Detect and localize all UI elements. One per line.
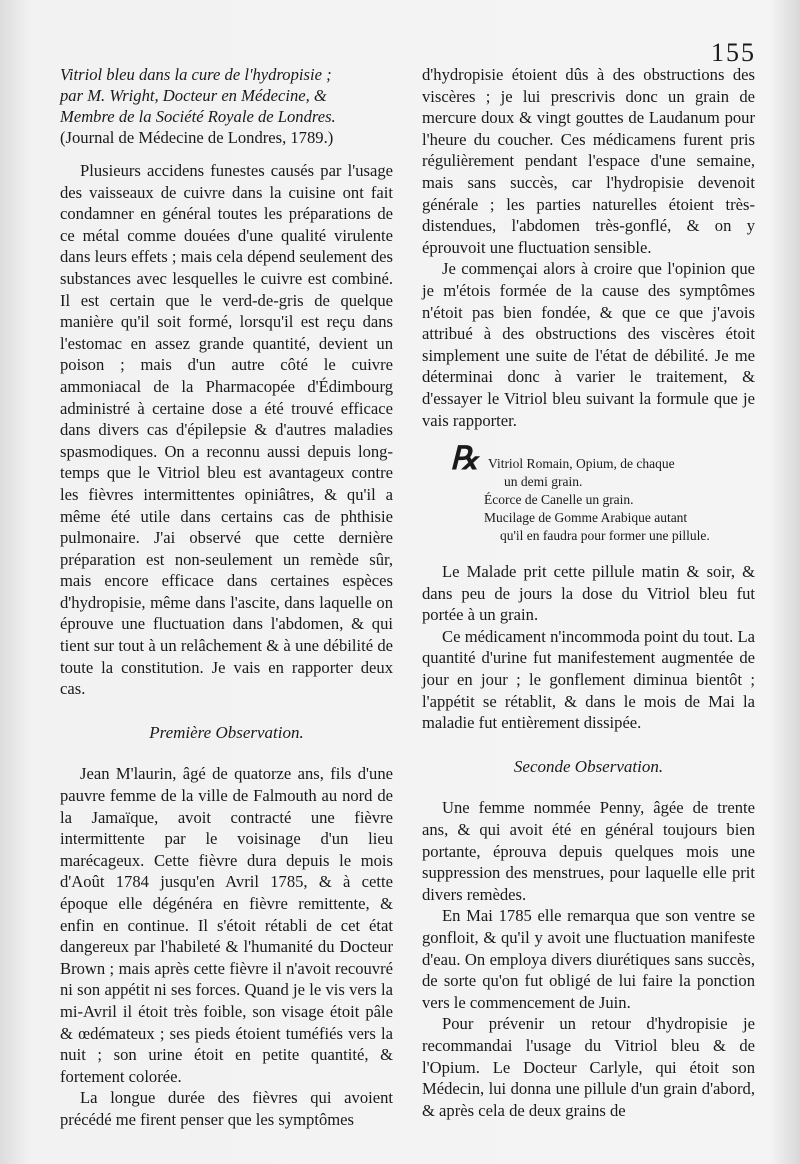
title-line: Membre de la Société Royale de Londres. (60, 107, 336, 126)
observation-paragraph: En Mai 1785 elle remarqua que son ventre se gonfloit, & qu'il y avoit une fluctuation manifeste d'eau. On employa divers diurétiques sans succès, de sorte qu'on fut obligé de lui faire la ponction vers le commencement de Juin. (422, 906, 755, 1012)
intro-paragraph: Plusieurs accidens funestes causés par l'usage des vaisseaux de cuivre dans la cuisine ont fait condamner en général toutes les préparations de ce métal comme douées d'une qualité virulente dans leurs effets ; mais cela dépend seulement des substances avec lesquelles le cuivre est combiné. Il est certain que le verd-de-gris de quelque manière qu'il soit formé, lorsqu'il est reçu dans l'estomac en assez grande quantité, devient un poison ; mais d'un autre côté le cuivre ammoniacal de la Pharmacopée d'Édimbourg administré à certaine dose a été trouvé efficace dans divers cas d'épilepsie & d'autres maladies spasmodiques. On a reconnu aussi depuis long-temps que le Vitriol bleu est avantageux contre les fièvres intermittentes opiniâtres, & qu'il a même été utile dans certains cas de phthisie pulmonaire. J'ai observé que cette dernière préparation est non-seulement un remède sûr, mais encore efficace dans certaines espèces d'hydropisie, même dans l'ascite, dans laquelle on éprouve une fluctuation dans l'abdomen, & qui tient sur tout à un relâchement & à une débilité de toute la constitution. Je vais en rapporter deux cas. (60, 161, 393, 699)
observation-paragraph: Une femme nommée Penny, âgée de trente ans, & qui avoit été en général toujours bien portante, éprouva depuis quelques mois une suppression des menstrues, pour laquelle elle prit divers remèdes. (422, 798, 755, 904)
prescription-line: Mucilage de Gomme Arabique autant (484, 510, 688, 526)
prescription-line: un demi grain. (504, 474, 583, 490)
prescription-block (422, 440, 755, 545)
observation-paragraph: Jean M'laurin, âgé de quatorze ans, fils d'une pauvre femme de la ville de Falmouth au nord de la Jamaïque, avoit contracté une fièvre intermittente par le voisinage d'un lieu marécageux. Cette fièvre dura depuis le mois d'Août 1784 jusqu'en Avril 1785, & à cette époque elle dégénéra en fièvre remittente, & enfin en continue. Il s'étoit rétabli de cet état dangereux par l'habileté & l'humanité du Docteur Brown ; mais après cette fièvre il n'avoit recouvré ni son appétit ni ses forces. Quand je le vis vers la mi-Avril il étoit très foible, son visage étoit pâle & œdémateux ; ses pieds étoient tuméfiés vers la nuit ; son urine étoit en petite quantité, & fortement colorée. (60, 764, 393, 1086)
left-column (60, 64, 393, 1131)
section-title-first-observation: Première Observation. (149, 722, 304, 742)
section-title-second-observation: Seconde Observation. (513, 756, 664, 776)
observation-paragraph: La longue durée des fièvres qui avoient précédé me firent penser que les symptômes (60, 1088, 393, 1129)
prescription-line: qu'il en faudra pour former une pillule. (500, 528, 710, 544)
prescription-line: Vitriol Romain, Opium, de chaque (488, 456, 675, 472)
prescription-line: Écorce de Canelle un grain. (484, 492, 634, 508)
article-title (60, 64, 393, 148)
observation-paragraph: Le Malade prit cette pillule matin & soir, & dans peu de jours la dose du Vitriol bleu fut portée à un grain. (422, 562, 755, 625)
title-line: par M. Wright, Docteur en Médecine, & (60, 86, 327, 105)
recipe-symbol-icon: ℞ (450, 440, 479, 477)
observation-paragraph: Pour prévenir un retour d'hydropisie je recommandai l'usage du Vitriol bleu & de l'Opium. Le Docteur Carlyle, qui étoit son Médecin, lui donna une pillule d'un grain d'abord, & après cela de deux grains de (422, 1014, 755, 1120)
title-line: Vitriol bleu dans la cure de l'hydropisie ; (60, 65, 332, 84)
right-column (422, 64, 755, 1121)
page-number: 155 (711, 38, 756, 67)
observation-paragraph: Je commençai alors à croire que l'opinion que je m'étois formée de la cause des symptômes n'étoit pas bien fondée, & que ce que j'avois attribué à des obstructions des viscères étoit simplement une suite de l'état de débilité. Je me déterminai donc à varier le traitement, & d'essayer le Vitriol bleu suivant la formule que je vais rapporter. (422, 259, 755, 430)
observation-paragraph-continued: d'hydropisie étoient dûs à des obstructions des viscères ; je lui prescrivis donc un grain de mercure doux & vingt gouttes de Laudanum pour l'heure du coucher. Ces médicamens furent pris régulièrement pendant l'espace d'une semaine, mais sans succès, car l'hydropisie devenoit générale ; les parties naturelles étoient très-distendues, l'abdomen très-gonflé, & on y éprouvoit une fluctuation sensible. (422, 65, 755, 257)
observation-paragraph: Ce médicament n'incommoda point du tout. La quantité d'urine fut manifestement augmentée de jour en jour ; le gonflement diminua bientôt ; l'appétit se rétablit, & dans le mois de Mai la maladie fut entièrement dissipée. (422, 626, 755, 733)
article-source: (Journal de Médecine de Londres, 1789.) (60, 128, 334, 147)
